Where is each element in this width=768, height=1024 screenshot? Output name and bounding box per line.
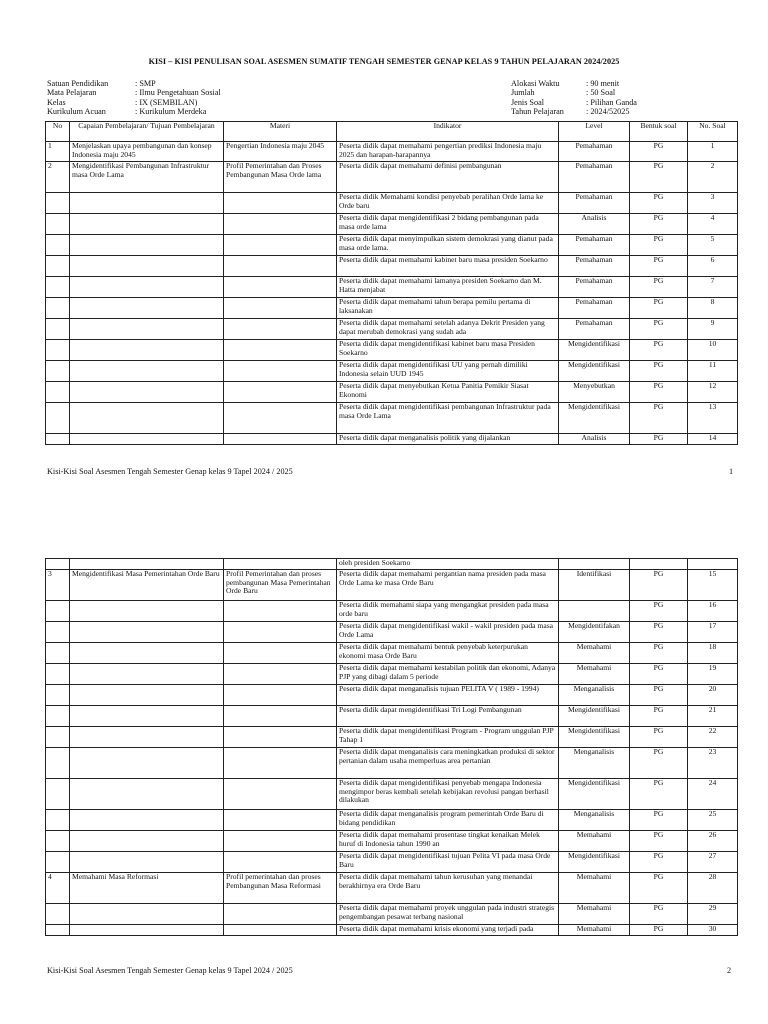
level-cell: Identifikasi — [559, 570, 630, 601]
no-soal-cell: 13 — [688, 403, 738, 434]
meta-value: : SMP — [135, 79, 156, 88]
materi-cell — [224, 810, 337, 831]
indikator-cell: Peserta didik dapat mengidentifikasi kabinet baru masa Presiden Soekarno — [337, 340, 559, 361]
table-row — [46, 162, 738, 193]
table-row — [46, 256, 738, 277]
capaian-cell — [70, 852, 224, 873]
indikator-cell: Peserta didik dapat memahami bentuk penyebab keterpurukan ekonomi masa Orde Baru — [337, 643, 559, 664]
capaian-cell — [70, 727, 224, 748]
bentuk-soal-cell: PG — [630, 298, 688, 319]
level-cell — [559, 559, 630, 570]
capaian-cell — [70, 831, 224, 852]
row-number — [46, 434, 70, 445]
bentuk-soal-cell: PG — [630, 162, 688, 193]
no-soal-cell: 1 — [688, 142, 738, 162]
meta-key: Kelas — [47, 97, 66, 107]
row-number — [46, 852, 70, 873]
no-soal-cell: 5 — [688, 235, 738, 256]
capaian-cell — [70, 664, 224, 685]
row-number — [46, 904, 70, 925]
row-number — [46, 925, 70, 936]
meta-value: : 50 Soal — [586, 88, 616, 98]
table-row — [46, 810, 738, 831]
bentuk-soal-cell: PG — [630, 748, 688, 779]
no-soal-cell: 2 — [688, 162, 738, 193]
no-soal-cell: 4 — [688, 214, 738, 235]
footer-text: Kisi-Kisi Soal Asesmen Tengah Semester Genap kelas 9 Tapel 2024 / 2025 — [47, 966, 293, 975]
meta-value: : Ilmu Pengetahuan Sosial — [135, 88, 221, 98]
level-cell: Memahami — [559, 664, 630, 685]
capaian-cell: Menjelaskan upaya pembangunan dan konsep Indonesia maju 2045 — [70, 142, 224, 162]
bentuk-soal-cell: PG — [630, 831, 688, 852]
row-number: 3 — [46, 570, 70, 601]
no-soal-cell: 29 — [688, 904, 738, 925]
table-row — [46, 643, 738, 664]
table-row — [46, 434, 738, 445]
materi-cell — [224, 434, 337, 445]
meta-key: Mata Pelajaran — [47, 88, 97, 98]
bentuk-soal-cell: PG — [630, 403, 688, 434]
header-capaian: Capaian Pembelajaran/ Tujuan Pembelajaran — [70, 122, 224, 142]
materi-cell: Profil Pemerintahan dan proses pembangunan Masa Pemerintahan Orde Baru — [224, 570, 337, 601]
bentuk-soal-cell: PG — [630, 570, 688, 601]
bentuk-soal-cell: PG — [630, 382, 688, 403]
table-row — [46, 664, 738, 685]
indikator-cell: Peserta didik dapat menganalisis politik yang dijalankan — [337, 434, 559, 445]
level-cell: Pemahaman — [559, 319, 630, 340]
no-soal-cell: 28 — [688, 873, 738, 904]
bentuk-soal-cell: PG — [630, 706, 688, 727]
meta-value: : IX (SEMBILAN) — [135, 97, 198, 107]
bentuk-soal-cell: PG — [630, 142, 688, 162]
bentuk-soal-cell: PG — [630, 727, 688, 748]
capaian-cell: Mengidentifikasi Pembangunan Infrastruktur masa Orde Lama — [70, 162, 224, 193]
materi-cell: Profil pemerintahan dan proses Pembangunan Masa Reformasi — [224, 873, 337, 904]
bentuk-soal-cell: PG — [630, 340, 688, 361]
capaian-cell — [70, 319, 224, 340]
capaian-cell — [70, 361, 224, 382]
materi-cell — [224, 706, 337, 727]
no-soal-cell: 12 — [688, 382, 738, 403]
bentuk-soal-cell: PG — [630, 235, 688, 256]
row-number — [46, 361, 70, 382]
level-cell: Memahami — [559, 925, 630, 936]
meta-key: Kurikulum Acuan — [47, 107, 106, 117]
capaian-cell — [70, 904, 224, 925]
row-number — [46, 340, 70, 361]
row-number — [46, 706, 70, 727]
indikator-cell: Peserta didik dapat menganalisis program pemerintah Orde Baru di bidang pendidikan — [337, 810, 559, 831]
level-cell: Mengidentifikasi — [559, 852, 630, 873]
indikator-cell: Peserta didik dapat mengidentifikasi pembangunan Infrastruktur pada masa Orde Lama — [337, 403, 559, 434]
meta-value: : 2024/52025 — [586, 107, 630, 117]
bentuk-soal-cell: PG — [630, 434, 688, 445]
indikator-cell: Peserta didik dapat menganalisis cara meningkatkan produksi di sektor pertanian dalam usaha memperluas area pertanian — [337, 748, 559, 779]
kisi-kisi-table-page-1 — [45, 121, 738, 445]
indikator-cell: Peserta didik dapat mengidentifikasi Tri Logi Pembangunan — [337, 706, 559, 727]
row-number — [46, 810, 70, 831]
level-cell: Mengidentifikasi — [559, 340, 630, 361]
indikator-cell: Peserta didik dapat mengidentifikasi UU yang pernah dimiliki Indonesia selain UUD 1945 — [337, 361, 559, 382]
level-cell: Memahami — [559, 643, 630, 664]
table-row — [46, 235, 738, 256]
materi-cell — [224, 904, 337, 925]
level-cell: Analisis — [559, 434, 630, 445]
no-soal-cell: 19 — [688, 664, 738, 685]
no-soal-cell: 18 — [688, 643, 738, 664]
level-cell: Memahami — [559, 873, 630, 904]
indikator-cell: Peserta didik dapat menganalisis tujuan PELITA V ( 1989 - 1994) — [337, 685, 559, 706]
row-number — [46, 559, 70, 570]
capaian-cell — [70, 382, 224, 403]
materi-cell — [224, 664, 337, 685]
kisi-kisi-table-page-2 — [45, 558, 738, 936]
no-soal-cell: 24 — [688, 779, 738, 810]
table-row — [46, 382, 738, 403]
row-number — [46, 831, 70, 852]
meta-key: Jenis Soal — [511, 97, 544, 107]
row-number — [46, 685, 70, 706]
table-row — [46, 706, 738, 727]
materi-cell — [224, 643, 337, 664]
indikator-cell: Peserta didik dapat memahami tahun berapa pemilu pertama di laksanakan — [337, 298, 559, 319]
row-number: 1 — [46, 142, 70, 162]
row-number — [46, 403, 70, 434]
meta-row — [47, 107, 221, 116]
materi-cell — [224, 852, 337, 873]
capaian-cell — [70, 601, 224, 622]
no-soal-cell: 30 — [688, 925, 738, 936]
table-row — [46, 779, 738, 810]
materi-cell — [224, 925, 337, 936]
capaian-cell — [70, 277, 224, 298]
table-row — [46, 298, 738, 319]
table-row — [46, 622, 738, 643]
capaian-cell — [70, 434, 224, 445]
level-cell: Pemahaman — [559, 256, 630, 277]
meta-row — [511, 79, 637, 88]
indikator-cell: Peserta didik dapat mengidentifikasi 2 bidang pembangunan pada masa orde lama — [337, 214, 559, 235]
no-soal-cell: 8 — [688, 298, 738, 319]
row-number — [46, 748, 70, 779]
row-number — [46, 779, 70, 810]
meta-row — [511, 88, 637, 97]
capaian-cell — [70, 685, 224, 706]
bentuk-soal-cell: PG — [630, 904, 688, 925]
table-row — [46, 570, 738, 601]
capaian-cell — [70, 403, 224, 434]
meta-value: : Kurikulum Merdeka — [135, 107, 207, 117]
bentuk-soal-cell: PG — [630, 685, 688, 706]
meta-key: Alokasi Waktu — [511, 79, 560, 88]
bentuk-soal-cell: PG — [630, 779, 688, 810]
page-number: 1 — [729, 467, 734, 476]
materi-cell — [224, 361, 337, 382]
capaian-cell — [70, 622, 224, 643]
bentuk-soal-cell: PG — [630, 256, 688, 277]
row-number — [46, 214, 70, 235]
row-number — [46, 298, 70, 319]
capaian-cell — [70, 559, 224, 570]
no-soal-cell: 10 — [688, 340, 738, 361]
materi-cell: Profil Pemerintahan dan Proses Pembangunan Masa Orde lama — [224, 162, 337, 193]
indikator-cell: Peserta didik dapat memahami pengertian prediksi Indonesia maju 2025 dan harapan-harapannya — [337, 142, 559, 162]
materi-cell — [224, 235, 337, 256]
bentuk-soal-cell: PG — [630, 319, 688, 340]
row-number — [46, 622, 70, 643]
materi-cell — [224, 298, 337, 319]
meta-row — [511, 98, 637, 107]
capaian-cell — [70, 925, 224, 936]
materi-cell — [224, 214, 337, 235]
meta-value: : Pilihan Ganda — [586, 97, 637, 107]
no-soal-cell: 26 — [688, 831, 738, 852]
indikator-cell: Peserta didik dapat memahami kestabilan politik dan ekonomi, Adanya PJP yang dibagi dalam 5 periode — [337, 664, 559, 685]
level-cell: Mengidentifikasi — [559, 403, 630, 434]
header-level: Level — [559, 122, 630, 142]
capaian-cell — [70, 340, 224, 361]
capaian-cell — [70, 643, 224, 664]
table-row — [46, 340, 738, 361]
header-no-soal: No. Soal — [688, 122, 738, 142]
capaian-cell — [70, 706, 224, 727]
materi-cell — [224, 748, 337, 779]
indikator-cell: Peserta didik dapat memahami pergantian nama presiden pada masa Orde Lama ke masa Orde Baru — [337, 570, 559, 601]
no-soal-cell: 7 — [688, 277, 738, 298]
indikator-cell: Peserta didik dapat memahami lamanya presiden Soekarno dan M. Hatta menjabat — [337, 277, 559, 298]
materi-cell — [224, 340, 337, 361]
indikator-cell: Peserta didik dapat menyebutkan Ketua Panitia Pemikir Siasat Ekonomi — [337, 382, 559, 403]
no-soal-cell: 25 — [688, 810, 738, 831]
indikator-cell: Peserta didik dapat memahami krisis ekonomi yang terjadi pada — [337, 925, 559, 936]
level-cell: Memahami — [559, 831, 630, 852]
materi-cell — [224, 779, 337, 810]
meta-right — [511, 79, 637, 117]
indikator-cell: Peserta didik dapat memahami setelah adanya Dekrit Presiden yang dapat merubah demokrasi yang sudah ada — [337, 319, 559, 340]
level-cell — [559, 601, 630, 622]
level-cell: Mengidentifikasi — [559, 706, 630, 727]
no-soal-cell: 27 — [688, 852, 738, 873]
materi-cell — [224, 319, 337, 340]
table-row — [46, 748, 738, 779]
level-cell: Pemahaman — [559, 142, 630, 162]
header-no: No — [46, 122, 70, 142]
level-cell: Menganalisis — [559, 748, 630, 779]
bentuk-soal-cell: PG — [630, 601, 688, 622]
capaian-cell: Memahami Masa Reformasi — [70, 873, 224, 904]
no-soal-cell: 6 — [688, 256, 738, 277]
capaian-cell — [70, 235, 224, 256]
materi-cell — [224, 559, 337, 570]
indikator-cell: Peserta didik memahami siapa yang mengangkat presiden pada masa orde baru — [337, 601, 559, 622]
table-row — [46, 193, 738, 214]
no-soal-cell — [688, 559, 738, 570]
capaian-cell — [70, 298, 224, 319]
bentuk-soal-cell: PG — [630, 925, 688, 936]
level-cell: Menyebutkan — [559, 382, 630, 403]
level-cell: Pemahaman — [559, 193, 630, 214]
materi-cell — [224, 382, 337, 403]
materi-cell — [224, 277, 337, 298]
row-number — [46, 277, 70, 298]
table-header-row — [46, 122, 738, 142]
no-soal-cell: 3 — [688, 193, 738, 214]
table-row — [46, 319, 738, 340]
meta-value: : 90 menit — [586, 79, 620, 88]
indikator-cell: Peserta didik dapat memahami prosentase tingkat kenaikan Melek huruf di Indonesia tahun 1990 an — [337, 831, 559, 852]
meta-key: Tahun Pelajaran — [511, 107, 564, 117]
table-row — [46, 831, 738, 852]
row-number — [46, 643, 70, 664]
table-row — [46, 904, 738, 925]
level-cell: Menganalisis — [559, 685, 630, 706]
page-number: 2 — [727, 966, 732, 975]
table-row — [46, 925, 738, 936]
indikator-cell: Peserta didik Memahami kondisi penyebab peralihan Orde lama ke Orde baru — [337, 193, 559, 214]
level-cell: Pemahaman — [559, 298, 630, 319]
bentuk-soal-cell: PG — [630, 852, 688, 873]
bentuk-soal-cell: PG — [630, 643, 688, 664]
no-soal-cell: 9 — [688, 319, 738, 340]
materi-cell — [224, 622, 337, 643]
bentuk-soal-cell: PG — [630, 277, 688, 298]
meta-key: Jumlah — [511, 88, 535, 98]
table-row — [46, 361, 738, 382]
row-number: 2 — [46, 162, 70, 193]
table-row — [46, 873, 738, 904]
indikator-cell: Peserta didik dapat memahami kabinet baru masa presiden Soekarno — [337, 256, 559, 277]
row-number — [46, 382, 70, 403]
indikator-cell: Peserta didik dapat memahami proyek unggulan pada industri strategis pengembangan pesawat terbang nasional — [337, 904, 559, 925]
no-soal-cell: 15 — [688, 570, 738, 601]
no-soal-cell: 17 — [688, 622, 738, 643]
table-row — [46, 601, 738, 622]
indikator-cell: Peserta didik dapat mengidentifikasi penyebab mengapa Indonesia mengimpor beras kembali setelah kebijakan revolusi pangan berhasil dilakukan — [337, 779, 559, 810]
indikator-cell: Peserta didik dapat menyimpulkan sistem demokrasi yang dianut pada masa orde lama. — [337, 235, 559, 256]
row-number — [46, 235, 70, 256]
materi-cell — [224, 193, 337, 214]
indikator-cell: Peserta didik dapat mengidentifikasi Program - Program unggulan PJP Tahap 1 — [337, 727, 559, 748]
bentuk-soal-cell: PG — [630, 622, 688, 643]
bentuk-soal-cell: PG — [630, 873, 688, 904]
materi-cell — [224, 601, 337, 622]
meta-key: Satuan Pendidikan — [47, 79, 109, 88]
no-soal-cell: 16 — [688, 601, 738, 622]
level-cell: Mengidentifikasi — [559, 727, 630, 748]
capaian-cell — [70, 748, 224, 779]
table-row — [46, 559, 738, 570]
no-soal-cell: 23 — [688, 748, 738, 779]
meta-row — [47, 79, 221, 88]
capaian-cell — [70, 256, 224, 277]
capaian-cell — [70, 214, 224, 235]
table-row — [46, 277, 738, 298]
capaian-cell — [70, 193, 224, 214]
materi-cell — [224, 256, 337, 277]
bentuk-soal-cell: PG — [630, 193, 688, 214]
level-cell: Mengidentifikasi — [559, 361, 630, 382]
level-cell: Memahami — [559, 904, 630, 925]
row-number — [46, 601, 70, 622]
capaian-cell — [70, 810, 224, 831]
row-number — [46, 193, 70, 214]
meta-left — [47, 79, 221, 117]
level-cell: Pemahaman — [559, 162, 630, 193]
capaian-cell — [70, 779, 224, 810]
table-row — [46, 142, 738, 162]
level-cell: Mengidentifikasi — [559, 779, 630, 810]
level-cell: Analisis — [559, 214, 630, 235]
indikator-cell: Peserta didik dapat mengidentifikasi wakil - wakil presiden pada masa Orde Lama — [337, 622, 559, 643]
materi-cell — [224, 831, 337, 852]
footer-text: Kisi-Kisi Soal Asesmen Tengah Semester Genap kelas 9 Tapel 2024 / 2025 — [47, 467, 293, 476]
table-row — [46, 852, 738, 873]
indikator-cell: Peserta didik dapat memahami definisi pembangunan — [337, 162, 559, 193]
bentuk-soal-cell: PG — [630, 361, 688, 382]
level-cell: Pemahaman — [559, 235, 630, 256]
row-number — [46, 319, 70, 340]
materi-cell — [224, 403, 337, 434]
row-number: 4 — [46, 873, 70, 904]
bentuk-soal-cell: PG — [630, 214, 688, 235]
meta-row — [511, 107, 637, 116]
materi-cell — [224, 685, 337, 706]
indikator-cell: oleh presiden Soekarno — [337, 559, 559, 570]
page-title: KISI – KISI PENULISAN SOAL ASESMEN SUMATIF TENGAH SEMESTER GENAP KELAS 9 TAHUN PELAJARAN 2024/2025 — [148, 57, 620, 66]
meta-row — [47, 88, 221, 97]
table-row — [46, 727, 738, 748]
no-soal-cell: 22 — [688, 727, 738, 748]
bentuk-soal-cell: PG — [630, 810, 688, 831]
bentuk-soal-cell — [630, 559, 688, 570]
level-cell: Pemahaman — [559, 277, 630, 298]
header-indikator: Indikator — [337, 122, 559, 142]
no-soal-cell: 11 — [688, 361, 738, 382]
table-row — [46, 403, 738, 434]
indikator-cell: Peserta didik dapat mengidentifikasi tujuan Pelita VI pada masa Orde Baru — [337, 852, 559, 873]
row-number — [46, 727, 70, 748]
level-cell: Menganalisis — [559, 810, 630, 831]
row-number — [46, 664, 70, 685]
level-cell: Mengidentifakan — [559, 622, 630, 643]
meta-row — [47, 98, 221, 107]
no-soal-cell: 21 — [688, 706, 738, 727]
bentuk-soal-cell: PG — [630, 664, 688, 685]
materi-cell: Pengertian Indonesia maju 2045 — [224, 142, 337, 162]
table-row — [46, 685, 738, 706]
table-row — [46, 214, 738, 235]
no-soal-cell: 20 — [688, 685, 738, 706]
indikator-cell: Peserta didik dapat memahami tahun kerusuhan yang menandai berakhirnya era Orde Baru — [337, 873, 559, 904]
materi-cell — [224, 727, 337, 748]
header-materi: Materi — [224, 122, 337, 142]
no-soal-cell: 14 — [688, 434, 738, 445]
header-bentuk-soal: Bentuk soal — [630, 122, 688, 142]
row-number — [46, 256, 70, 277]
capaian-cell: Mengidentifikasi Masa Pemerintahan Orde Baru — [70, 570, 224, 601]
